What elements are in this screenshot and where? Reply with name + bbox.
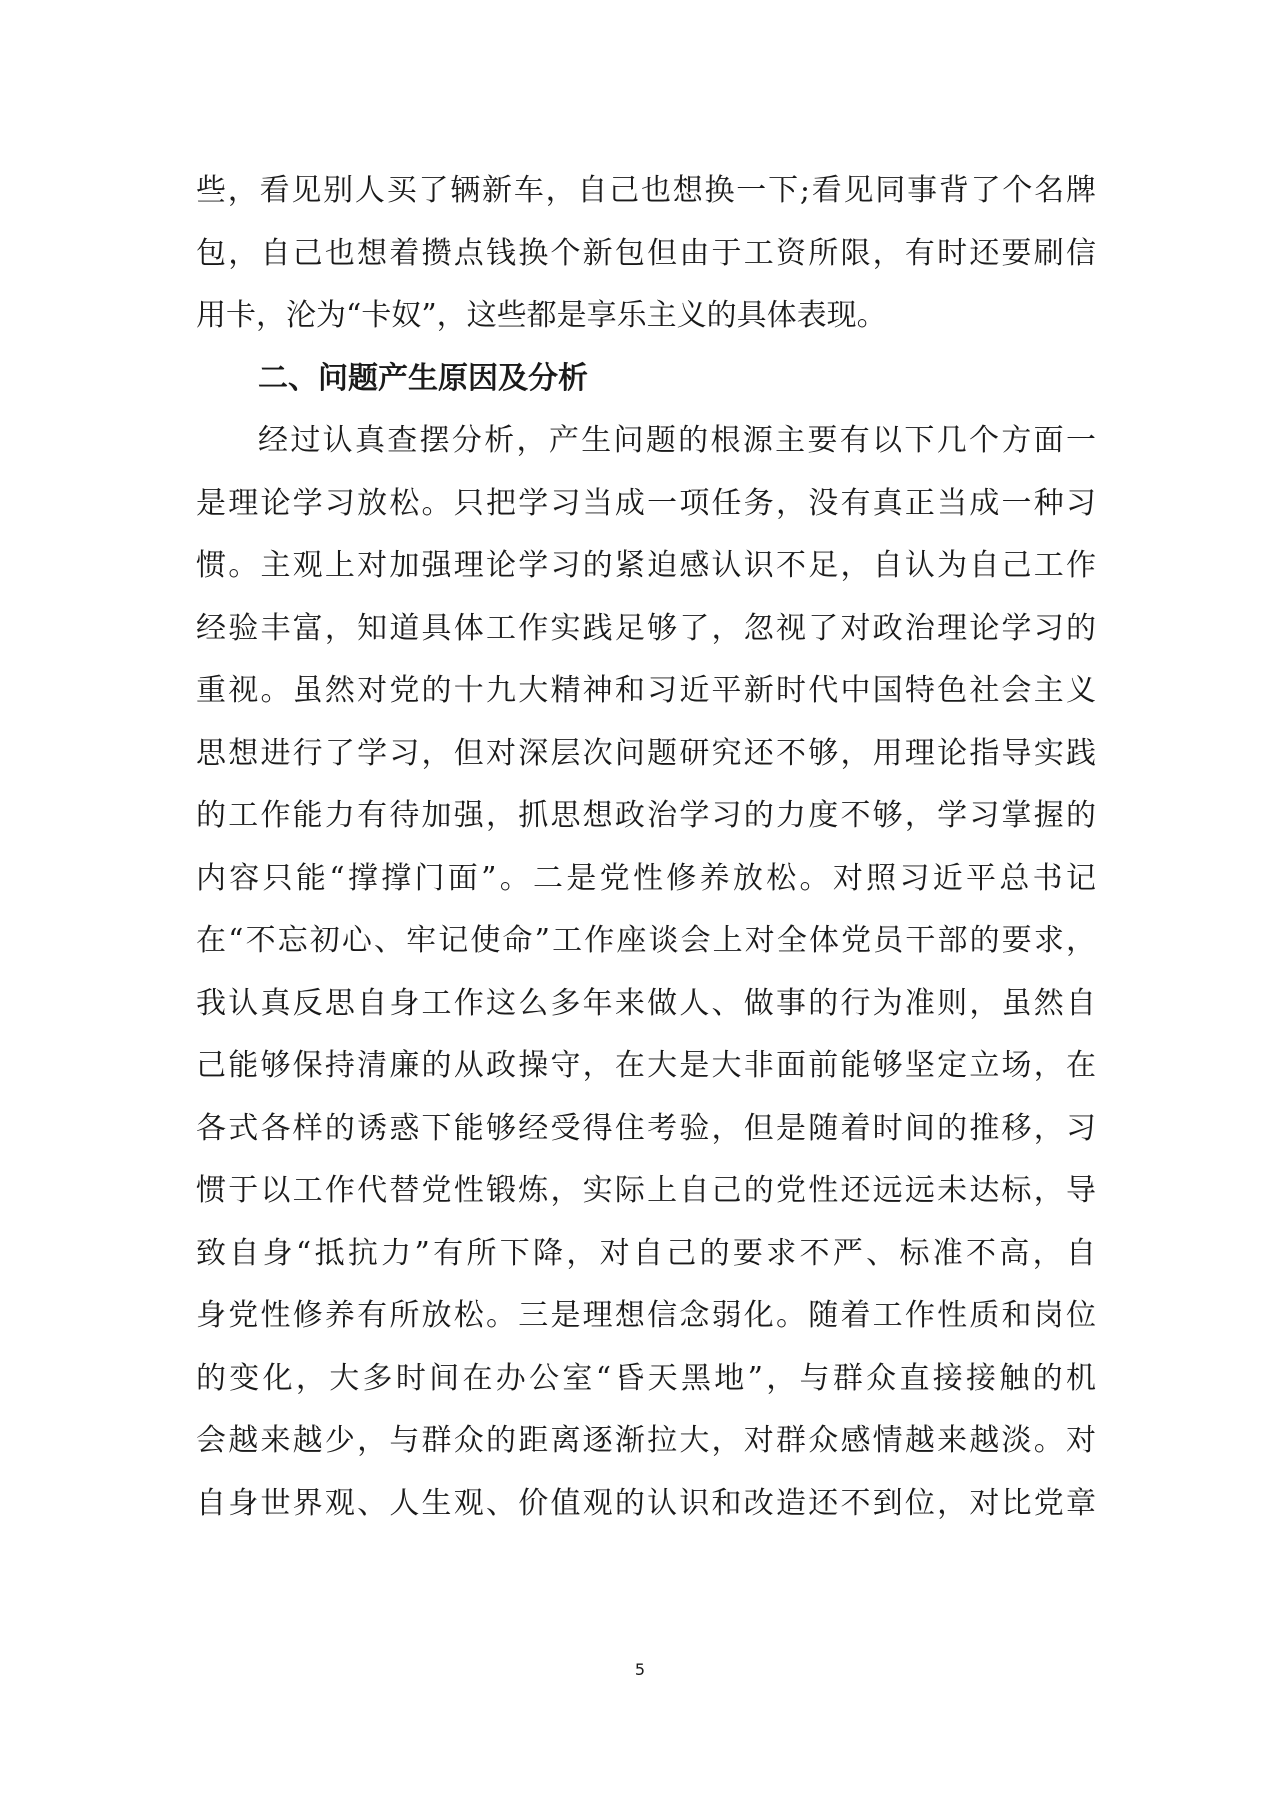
text-line: 包，自己也想着攒点钱换个新包但由于工资所限，有时还要刷信	[196, 235, 1096, 271]
text-line: 内容只能“撑撑门面”。二是党性修养放松。对照习近平总书记	[196, 860, 1096, 896]
text-line: 惯。主观上对加强理论学习的紧迫感认识不足，自认为自己工作	[196, 548, 1096, 583]
text-line: 思想进行了学习，但对深层次问题研究还不够，用理论指导实践	[196, 735, 1096, 771]
text-line: 我认真反思自身工作这么多年来做人、做事的行为准则，虽然自	[196, 985, 1096, 1021]
text-line: 各式各样的诱惑下能够经受得住考验，但是随着时间的推移，习	[196, 1110, 1096, 1146]
text-line: 惯于以工作代替党性锻炼，实际上自己的党性还远远未达标，导	[196, 1173, 1096, 1208]
page-number: 5	[634, 1660, 646, 1679]
section-heading: 二、问题产生原因及分析	[258, 360, 588, 396]
text-line: 己能够保持清廉的从政操守，在大是大非面前能够坚定立场，在	[196, 1048, 1096, 1083]
text-line: 是理论学习放松。只把学习当成一项任务，没有真正当成一种习	[196, 485, 1096, 521]
text-line: 的工作能力有待加强，抓思想政治学习的力度不够，学习掌握的	[196, 798, 1096, 833]
text-line: 致自身“抵抗力”有所下降，对自己的要求不严、标准不高，自	[196, 1235, 1096, 1271]
text-line: 经过认真查摆分析，产生问题的根源主要有以下几个方面一	[258, 423, 1096, 458]
text-line: 重视。虽然对党的十九大精神和习近平新时代中国特色社会主义	[196, 673, 1096, 708]
text-line: 用卡，沦为“卡奴”，这些都是享乐主义的具体表现。	[196, 298, 887, 333]
text-line: 的变化，大多时间在办公室“昏天黑地”，与群众直接接触的机	[196, 1360, 1096, 1396]
text-line: 身党性修养有所放松。三是理想信念弱化。随着工作性质和岗位	[196, 1298, 1096, 1333]
text-line: 在“不忘初心、牢记使命”工作座谈会上对全体党员干部的要求，	[196, 923, 1096, 958]
text-line: 会越来越少，与群众的距离逐渐拉大，对群众感情越来越淡。对	[196, 1423, 1096, 1458]
document-body	[196, 160, 1096, 1535]
text-line: 些，看见别人买了辆新车，自己也想换一下;看见同事背了个名牌	[196, 173, 1096, 208]
text-line: 经验丰富，知道具体工作实践足够了，忽视了对政治理论学习的	[196, 610, 1096, 646]
text-line: 自身世界观、人生观、价值观的认识和改造还不到位，对比党章	[196, 1485, 1096, 1521]
